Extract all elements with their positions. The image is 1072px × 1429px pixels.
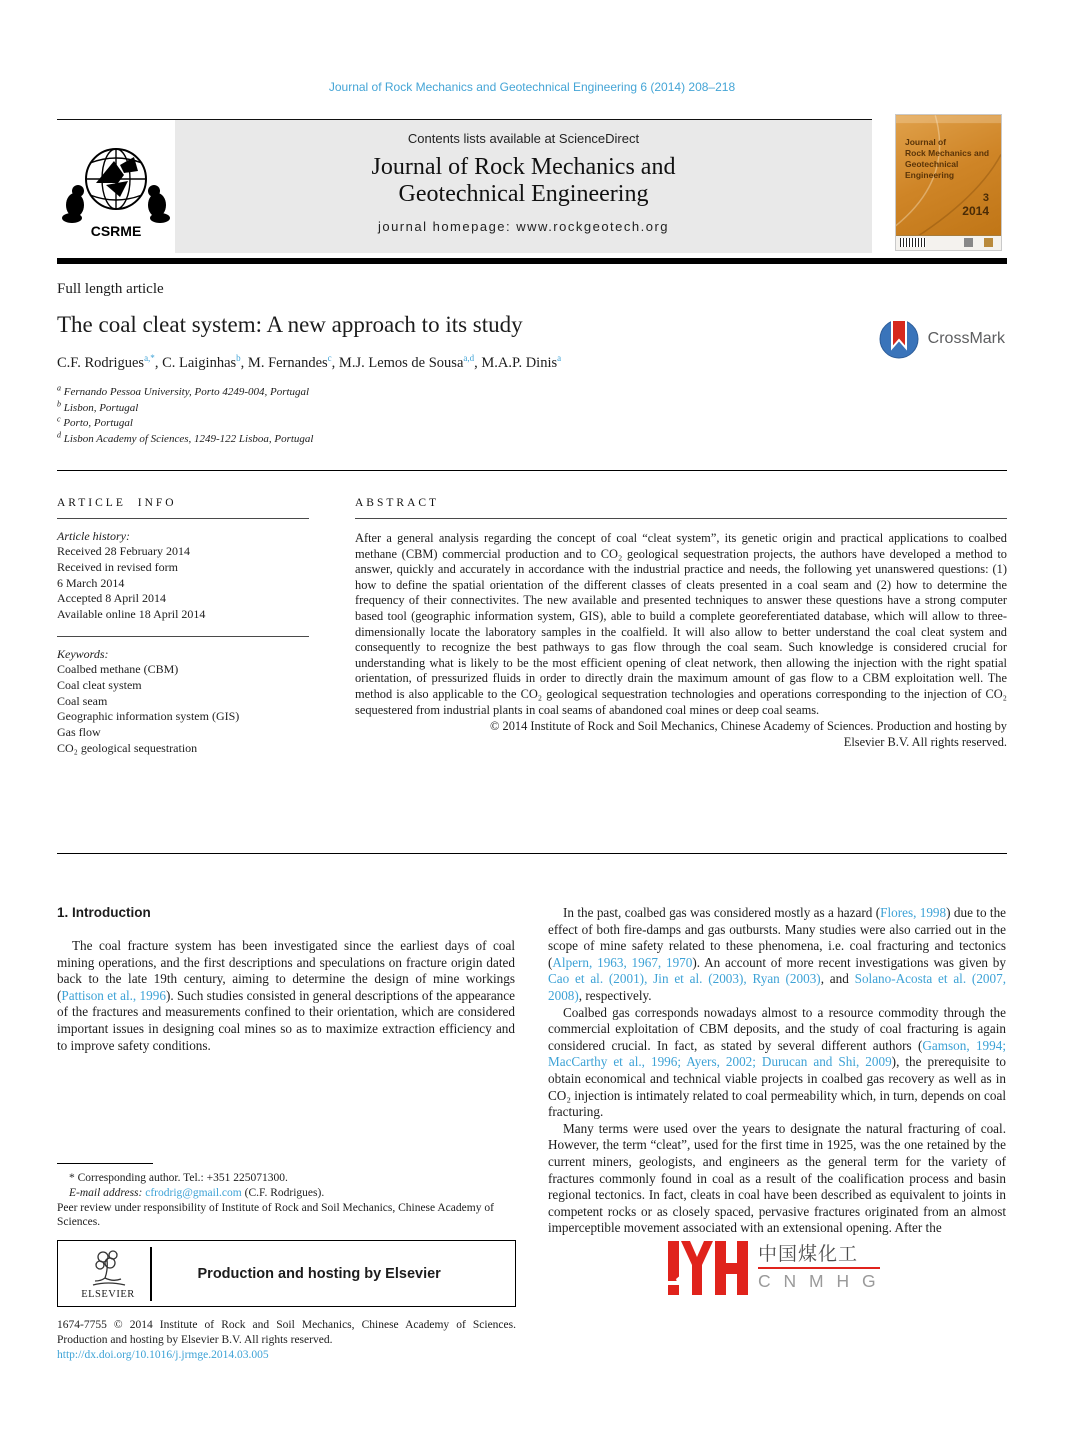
citation-link[interactable]: Solano-Acosta et al. (2007, 2008) (548, 971, 1006, 1003)
cover-title: Journal of Rock Mechanics and Geotechnical Engineering (905, 137, 990, 180)
keyword: Coal seam (57, 693, 108, 708)
citation-link[interactable]: Flores, 1998 (880, 905, 947, 920)
keyword: CO₂ geological sequestration (57, 740, 198, 755)
rule-above-info (57, 470, 1007, 471)
abstract-rule (355, 518, 1007, 519)
cnmhg-text-block (758, 1244, 880, 1293)
csrme-logo (57, 120, 175, 253)
abstract-text: After a general analysis regarding the concept of coal “cleat system”, its genetic origin and practical applications to coalbed methane (CBM) commercial production and to CO₂ geological sequestration projects, the authors have developed a method to answer, quickly and accurately in accordance with the industrial practice and needs, the following yet unanswered questions: (1) how to define the spatial orientation of the different classes of cleats presented in a coal seam and (2) how to determine the frequency of their connectivites. The new available and presented techniques to answer these questions have a strong computer based tool (geographic information system, GIS), able to build a complete georeferentiated database, which will allow to three-dimensionally locate the laboratory samples in the coalfield. It will also allow to better understand the coal cleat system and consequently to recognize the best pathways to gas flow through the coal seam. Such knowledge is considered crucial for understanding what is likely to be the most efficient opening of cleat network, then allowing the injection with the right spatial orientation, of pressurized fluids in order to directly drain the maximum amount of gas flow to a CBM exploitation well. The method is also applicable to the CO₂ geological sequestration technologies and operations corresponding to the injection of CO₂ sequestered from industrial plants in coal seams of abandoned coal mines or deep coal seams. (355, 531, 1007, 717)
keyword: Geographic information system (GIS) (57, 709, 240, 724)
affiliation-c: $^c$ Porto, Portugal (57, 414, 133, 429)
author-affiliation-sup: b (236, 353, 241, 364)
masthead-gray-panel (175, 120, 872, 253)
running-head-citation: Journal of Rock Mechanics and Geotechnical Engineering 6 (2014) 208–218 (328, 80, 736, 94)
journal-cover-thumbnail[interactable] (895, 114, 1002, 251)
history-item: Received in revised form (57, 559, 178, 574)
elsevier-wordmark: ELSEVIER (81, 1288, 135, 1300)
authors-line: C.F. Rodrigues$^{a,*}$, C. Laiginhas$^b$, M. Fernandes$^c$, M.J. Lemos de Sousa$^{a,d}$, M.A.P. Dinis$^a$ (57, 353, 562, 371)
author-affiliation-sup: a,* (144, 353, 155, 364)
cnmhg-watermark (666, 1236, 884, 1300)
keyword: Coal cleat system (57, 677, 142, 692)
affiliations (57, 385, 1007, 447)
crossmark-label: CrossMark (927, 330, 1005, 347)
society-mark-icon (984, 238, 993, 247)
article-info-heading: ARTICLE INFO (57, 497, 177, 509)
cnmhg-chinese-label: 中国煤化工 (758, 1243, 859, 1265)
italic-label: E-mail address: (69, 1186, 143, 1199)
crossmark-icon (877, 317, 921, 361)
elsevier-logo (72, 1248, 144, 1300)
cover-issue-year: 3 2014 (962, 192, 989, 218)
csrme-logo-icon (62, 131, 170, 243)
footnote-block (57, 1163, 516, 1363)
keyword: Coalbed methane (CBM) (57, 661, 179, 676)
author-affiliation-sup: c (327, 353, 332, 364)
abstract-heading: ABSTRACT (355, 497, 440, 509)
article-header (57, 281, 1007, 447)
abstract-column (355, 497, 1007, 757)
abstract-copyright: © 2014 Institute of Rock and Soil Mechanics, Chinese Academy of Sciences. Production and hosting by (490, 719, 1007, 734)
journal-homepage-link[interactable]: journal homepage: www.rockgeotech.org (377, 219, 670, 234)
body-paragraph: Many terms were used over the years to designate the natural fracturing of coal. However, the term “cleat”, used for the first time in 1925, was the one retained by the current miners, geologists, and engineers as the general term for the variety of fractures commonly found in coal as a result of the coalification process and basin regional tectonics. In fact, cleats in coal have been described as equivalent to joints in competent rocks or as closely spaced, pervasive fractures originated from an almost imperceptible movement associated with an extensional opening. After the (548, 1120, 1006, 1236)
barcode-icon (900, 238, 926, 247)
affiliation-a: $^a$ Fernando Pessoa University, Porto 4249-004, Portugal (57, 383, 310, 398)
svg-text:CSRME: CSRME (90, 222, 142, 239)
keyword: Gas flow (57, 725, 101, 740)
body-paragraph: In the past, coalbed gas was considered mostly as a hazard (Flores, 1998) due to the effect of both fire-damps and gas outbursts. Many studies were also carried out in the scope of mine safety related to these phenomena, i.e. coal fracturing and tectonics (Alpern, 1963, 1967, 1970). An account of more recent investigations was given by Cao et al. (2001), Jin et al. (2003), Ryan (2003), and Solano-Acosta et al. (2007, 2008), respectively. (548, 905, 1007, 1003)
abstract-copyright-2: Elsevier B.V. All rights reserved. (843, 734, 1007, 749)
rule-below-abstract (57, 853, 1007, 854)
affiliation-d: $^d$ Lisbon Academy of Sciences, 1249-122 Lisboa, Portugal (57, 429, 314, 445)
corresponding-author-note: * Corresponding author. Tel.: +351 225071300. (69, 1172, 288, 1184)
right-column (548, 905, 1006, 1237)
author-affiliation-sup: a,d (463, 353, 475, 364)
citation-link[interactable]: Cao et al. (2001), Jin et al. (2003), Ryan (2003) (548, 971, 821, 987)
email-note: E-mail address: cfrodrig@gmail.com (C.F. Rodrigues). (69, 1186, 325, 1199)
elsevier-hosting-box (57, 1240, 516, 1307)
citation-link[interactable]: Gamson, 1994; MacCarthy et al., 1996; Ayers, 2002; Durucan and Shi, 2009 (548, 1037, 1007, 1070)
article-info-rule (57, 518, 309, 519)
body-paragraph: Coalbed gas corresponds nowadays almost to a resource commodity through the commercial exploitation of CBM deposits, and the study of coal fracturing is again considered crucial. In fact, as stated by several different authors (Gamson, 1994; MacCarthy et al., 1996; Ayers, 2002; Durucan and Shi, 2009), the prerequisite to obtain economical and technical viable projects in coalbed gas recovery as well as in CO₂ injection is intimately related to coal permeability which, in turn, depends on coal fracturing. (548, 1004, 1007, 1120)
cnmhg-logo-icon (666, 1239, 750, 1297)
intro-paragraph: The coal fracture system has been investigated since the earliest days of coal mining operations, and the first descriptions and speculations on fracture origin dated back to the late 19th century, aiming to determine the design of mine workings (Pattison et al., 1996). Such studies consisted in general descriptions of the appearance of the fractures and measurements confined to their orientation, which are considered important issues in designing coal mines so as to maximize extraction efficiency and to improve safety conditions. (57, 938, 515, 1053)
article-info-column (57, 497, 309, 757)
page-title: The coal cleat system: A new approach to its study (57, 312, 523, 337)
keywords-rule (57, 636, 309, 637)
peer-review-note: Peer review under responsibility of Institute of Rock and Soil Mechanics, Chinese Academy of Sciences. (57, 1201, 494, 1229)
issn-copyright-line: 1674-7755 © 2014 Institute of Rock and Soil Mechanics, Chinese Academy of Sciences. Production and hosting by Elsevier B.V. All rights reserved. (57, 1319, 516, 1346)
publisher-mark-icon (964, 238, 973, 247)
doi-link[interactable]: http://dx.doi.org/10.1016/j.jrmge.2014.03.005 (57, 1348, 269, 1361)
footnote-rule (57, 1163, 153, 1164)
history-item: Accepted 8 April 2014 (57, 591, 166, 606)
crossmark-badge[interactable] (877, 317, 1005, 361)
history-item: 6 March 2014 (57, 575, 125, 590)
masthead-divider-bar (57, 258, 1007, 264)
author-affiliation-sup: a (557, 353, 562, 364)
citation-link[interactable]: cfrodrig@gmail.com (145, 1186, 242, 1199)
masthead-main (57, 119, 872, 253)
production-hosting-label: Production and hosting by Elsevier (197, 1265, 441, 1282)
cover-swirl-decoration (896, 115, 1001, 250)
cnmhg-underline (758, 1267, 880, 1270)
citation-link[interactable]: Alpern, 1963, 1967, 1970 (552, 954, 693, 970)
history-item: Received 28 February 2014 (57, 544, 190, 558)
history-item: Available online 18 April 2014 (57, 607, 206, 622)
affiliation-b: $^b$ Lisbon, Portugal (57, 398, 139, 414)
cnmhg-latin-label: C N M H G (758, 1271, 880, 1292)
citation-link[interactable]: Pattison et al., 1996 (61, 987, 166, 1003)
cover-bottom-strip (896, 235, 1001, 250)
article-history-label: Article history: (57, 529, 130, 543)
elsevier-box-divider (150, 1247, 152, 1301)
keywords-label: Keywords: (57, 646, 109, 661)
article-type-label: Full length article (57, 281, 164, 297)
info-abstract-section (57, 497, 1007, 757)
journal-masthead (57, 119, 1007, 253)
contents-lists-line[interactable]: Contents lists available at ScienceDirect (407, 131, 640, 146)
elsevier-tree-icon (87, 1248, 129, 1288)
journal-title: Journal of Rock Mechanics and Geotechnical Engineering (371, 154, 676, 207)
section-heading-introduction: 1. Introduction (57, 905, 151, 920)
